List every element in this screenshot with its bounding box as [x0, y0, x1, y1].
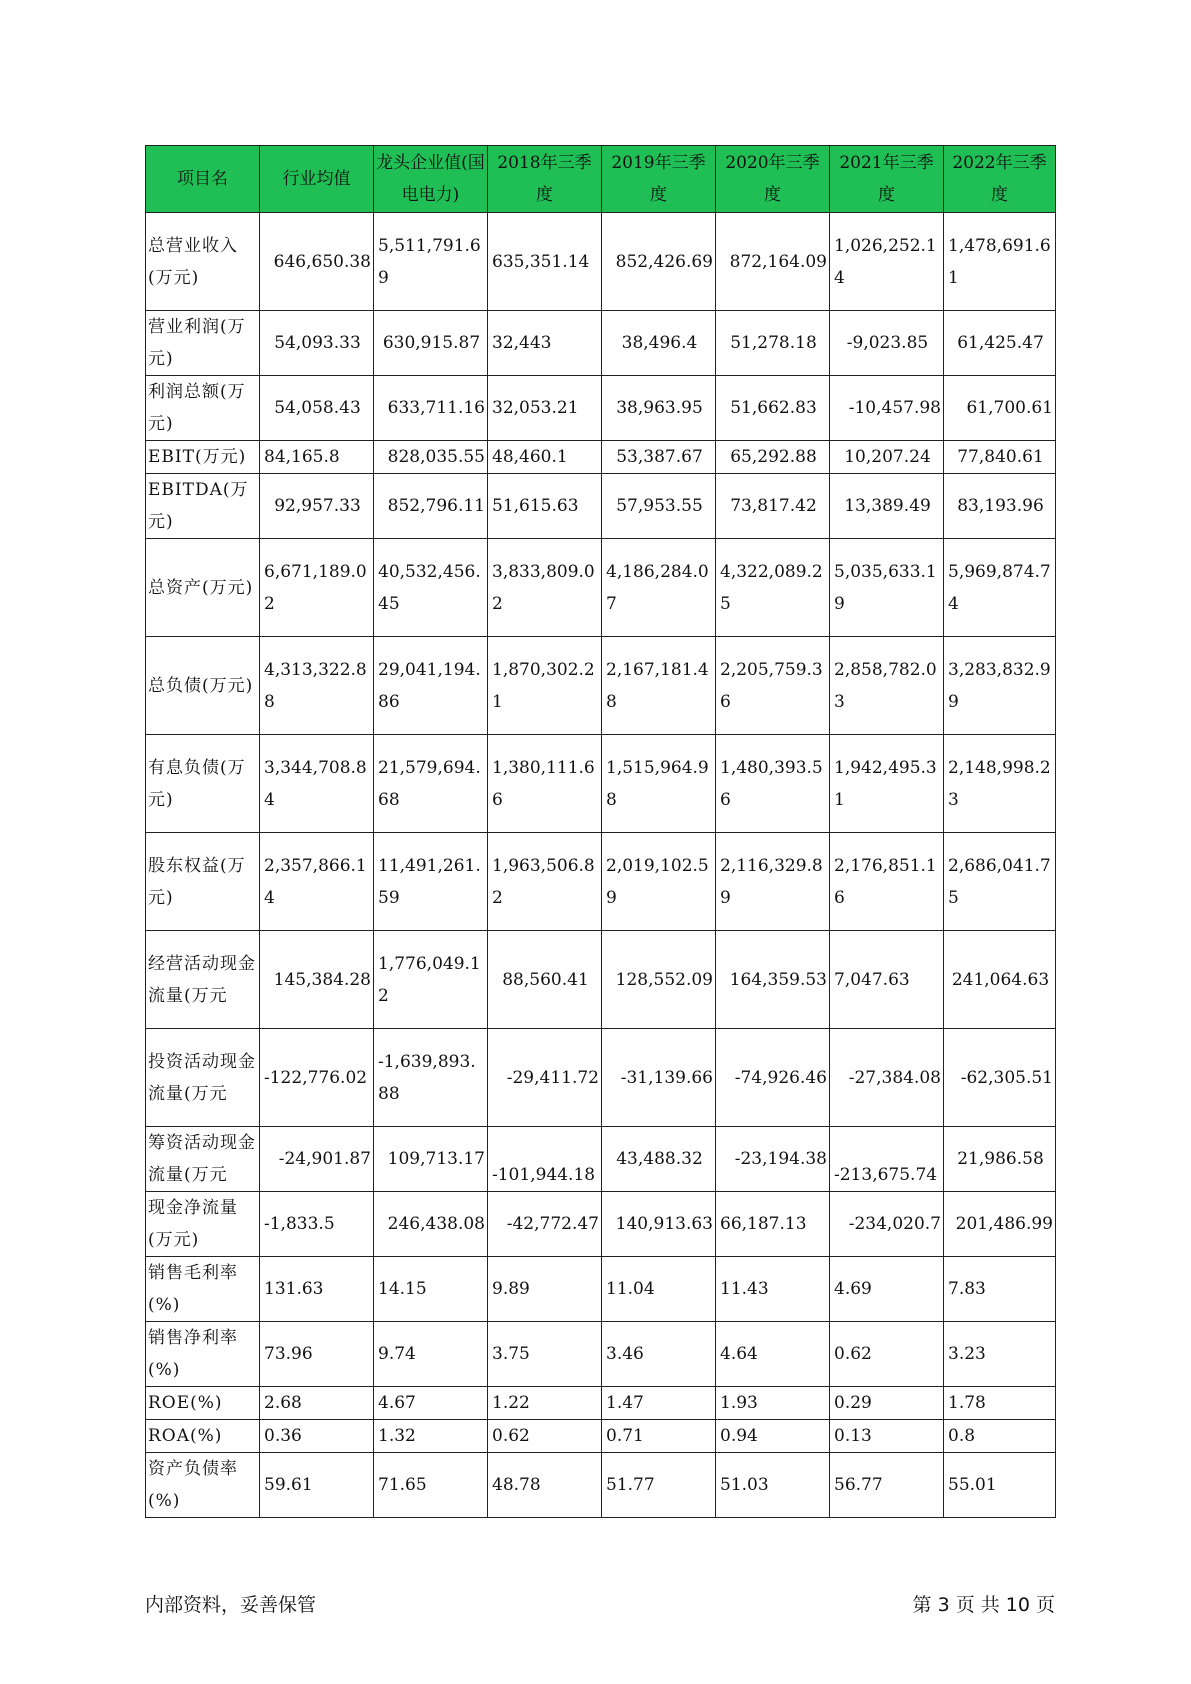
- table-cell: 66,187.13: [716, 1192, 830, 1257]
- table-cell: 633,711.16: [374, 376, 488, 441]
- table-cell: 7,047.63: [830, 931, 944, 1029]
- table-cell: 2,176,851.16: [830, 833, 944, 931]
- table-cell: -74,926.46: [716, 1029, 830, 1127]
- table-cell: 872,164.09: [716, 213, 830, 311]
- table-cell: 21,986.58: [944, 1127, 1056, 1192]
- table-cell: 51.77: [602, 1453, 716, 1518]
- table-cell: 2.68: [260, 1387, 374, 1420]
- row-label: 销售毛利率(%): [146, 1257, 260, 1322]
- table-row: [146, 1127, 1056, 1192]
- table-row: [146, 1192, 1056, 1257]
- table-cell: -23,194.38: [716, 1127, 830, 1192]
- table-cell: 77,840.61: [944, 441, 1056, 474]
- table-cell: 1.32: [374, 1420, 488, 1453]
- table-cell: 4.64: [716, 1322, 830, 1387]
- table-cell: 92,957.33: [260, 474, 374, 539]
- col-header-2020q3: 2020年三季度: [716, 146, 830, 213]
- table-cell: 71.65: [374, 1453, 488, 1518]
- table-cell: 61,425.47: [944, 311, 1056, 376]
- table-cell: 51,662.83: [716, 376, 830, 441]
- table-cell: 0.29: [830, 1387, 944, 1420]
- table-cell: 5,969,874.74: [944, 539, 1056, 637]
- table-row: [146, 1387, 1056, 1420]
- row-label: EBITDA(万元): [146, 474, 260, 539]
- table-cell: 21,579,694.68: [374, 735, 488, 833]
- table-row: [146, 474, 1056, 539]
- table-cell: -1,639,893.88: [374, 1029, 488, 1127]
- table-cell: 32,053.21: [488, 376, 602, 441]
- table-row: [146, 311, 1056, 376]
- row-label: 经营活动现金流量(万元: [146, 931, 260, 1029]
- financial-table: [145, 145, 1056, 1518]
- table-cell: -234,020.7: [830, 1192, 944, 1257]
- table-cell: 201,486.99: [944, 1192, 1056, 1257]
- table-cell: -122,776.02: [260, 1029, 374, 1127]
- table-cell: 140,913.63: [602, 1192, 716, 1257]
- table-cell: -27,384.08: [830, 1029, 944, 1127]
- table-cell: 5,511,791.69: [374, 213, 488, 311]
- table-cell: 1,480,393.56: [716, 735, 830, 833]
- table-cell: 145,384.28: [260, 931, 374, 1029]
- table-cell: 0.62: [488, 1420, 602, 1453]
- table-cell: 109,713.17: [374, 1127, 488, 1192]
- table-cell: 11,491,261.59: [374, 833, 488, 931]
- table-cell: 4,313,322.88: [260, 637, 374, 735]
- table-cell: 0.71: [602, 1420, 716, 1453]
- row-label: 总负债(万元): [146, 637, 260, 735]
- table-cell: 1,515,964.98: [602, 735, 716, 833]
- table-cell: 4,322,089.25: [716, 539, 830, 637]
- table-cell: 10,207.24: [830, 441, 944, 474]
- table-row: [146, 441, 1056, 474]
- table-cell: 635,351.14: [488, 213, 602, 311]
- row-label: 销售净利率(%): [146, 1322, 260, 1387]
- row-label: EBIT(万元): [146, 441, 260, 474]
- table-cell: 88,560.41: [488, 931, 602, 1029]
- table-cell: 57,953.55: [602, 474, 716, 539]
- table-cell: 5,035,633.19: [830, 539, 944, 637]
- row-label: 总资产(万元): [146, 539, 260, 637]
- table-cell: -31,139.66: [602, 1029, 716, 1127]
- table-cell: 84,165.8: [260, 441, 374, 474]
- table-cell: -101,944.18: [488, 1127, 602, 1192]
- col-header-industry-avg: 行业均值: [260, 146, 374, 213]
- table-cell: 2,205,759.36: [716, 637, 830, 735]
- table-cell: 0.62: [830, 1322, 944, 1387]
- table-cell: -24,901.87: [260, 1127, 374, 1192]
- table-cell: 0.94: [716, 1420, 830, 1453]
- row-label: ROA(%): [146, 1420, 260, 1453]
- row-label: 现金净流量(万元): [146, 1192, 260, 1257]
- table-row: [146, 1029, 1056, 1127]
- table-cell: 6,671,189.02: [260, 539, 374, 637]
- table-cell: 828,035.55: [374, 441, 488, 474]
- table-cell: 630,915.87: [374, 311, 488, 376]
- table-cell: 48.78: [488, 1453, 602, 1518]
- table-cell: 32,443: [488, 311, 602, 376]
- table-cell: 241,064.63: [944, 931, 1056, 1029]
- table-body: [146, 213, 1056, 1518]
- table-cell: -1,833.5: [260, 1192, 374, 1257]
- table-cell: 0.36: [260, 1420, 374, 1453]
- col-header-2018q3: 2018年三季度: [488, 146, 602, 213]
- table-row: [146, 1322, 1056, 1387]
- table-cell: 56.77: [830, 1453, 944, 1518]
- row-label: 营业利润(万元): [146, 311, 260, 376]
- table-cell: 131.63: [260, 1257, 374, 1322]
- table-cell: 1,942,495.31: [830, 735, 944, 833]
- table-row: [146, 1453, 1056, 1518]
- table-cell: 53,387.67: [602, 441, 716, 474]
- row-label: ROE(%): [146, 1387, 260, 1420]
- table-cell: 128,552.09: [602, 931, 716, 1029]
- row-label: 投资活动现金流量(万元: [146, 1029, 260, 1127]
- table-cell: 54,093.33: [260, 311, 374, 376]
- row-label: 利润总额(万元): [146, 376, 260, 441]
- table-cell: 48,460.1: [488, 441, 602, 474]
- table-row: [146, 1420, 1056, 1453]
- footer-page-number: 第 3 页 共 10 页: [912, 1594, 1055, 1616]
- table-cell: 3.75: [488, 1322, 602, 1387]
- table-row: [146, 213, 1056, 311]
- table-cell: 3,344,708.84: [260, 735, 374, 833]
- table-cell: 65,292.88: [716, 441, 830, 474]
- table-cell: 1,380,111.66: [488, 735, 602, 833]
- table-cell: 4,186,284.07: [602, 539, 716, 637]
- table-cell: 2,167,181.48: [602, 637, 716, 735]
- table-cell: 11.04: [602, 1257, 716, 1322]
- table-cell: 51,615.63: [488, 474, 602, 539]
- col-header-2021q3: 2021年三季度: [830, 146, 944, 213]
- table-cell: 40,532,456.45: [374, 539, 488, 637]
- table-cell: 164,359.53: [716, 931, 830, 1029]
- table-row: [146, 735, 1056, 833]
- table-cell: 1,870,302.21: [488, 637, 602, 735]
- table-cell: 1,026,252.14: [830, 213, 944, 311]
- col-header-2022q3: 2022年三季度: [944, 146, 1056, 213]
- table-cell: 1.78: [944, 1387, 1056, 1420]
- table-row: [146, 539, 1056, 637]
- table-header-row: [146, 146, 1056, 213]
- col-header-leader: 龙头企业值(国电电力): [374, 146, 488, 213]
- table-cell: 13,389.49: [830, 474, 944, 539]
- table-row: [146, 1257, 1056, 1322]
- table-cell: 3,833,809.02: [488, 539, 602, 637]
- table-cell: 852,426.69: [602, 213, 716, 311]
- table-cell: -9,023.85: [830, 311, 944, 376]
- table-cell: 1.47: [602, 1387, 716, 1420]
- table-cell: 29,041,194.86: [374, 637, 488, 735]
- table-cell: 2,148,998.23: [944, 735, 1056, 833]
- col-header-item: 项目名: [146, 146, 260, 213]
- table-cell: 3.46: [602, 1322, 716, 1387]
- table-row: [146, 833, 1056, 931]
- row-label: 资产负债率(%): [146, 1453, 260, 1518]
- table-cell: 9.74: [374, 1322, 488, 1387]
- table-cell: 14.15: [374, 1257, 488, 1322]
- table-cell: 9.89: [488, 1257, 602, 1322]
- table-cell: 2,686,041.75: [944, 833, 1056, 931]
- table-cell: 1,776,049.12: [374, 931, 488, 1029]
- table-cell: -62,305.51: [944, 1029, 1056, 1127]
- table-cell: 83,193.96: [944, 474, 1056, 539]
- col-header-2019q3: 2019年三季度: [602, 146, 716, 213]
- table-row: [146, 376, 1056, 441]
- table-row: [146, 637, 1056, 735]
- table-cell: 1,963,506.82: [488, 833, 602, 931]
- table-cell: 51,278.18: [716, 311, 830, 376]
- row-label: 筹资活动现金流量(万元: [146, 1127, 260, 1192]
- table-cell: 51.03: [716, 1453, 830, 1518]
- table-cell: 1.22: [488, 1387, 602, 1420]
- row-label: 有息负债(万元): [146, 735, 260, 833]
- table-row: [146, 931, 1056, 1029]
- table-cell: 3,283,832.99: [944, 637, 1056, 735]
- table-cell: 73,817.42: [716, 474, 830, 539]
- table-cell: 646,650.38: [260, 213, 374, 311]
- table-cell: 0.13: [830, 1420, 944, 1453]
- table-cell: 4.69: [830, 1257, 944, 1322]
- table-cell: 2,357,866.14: [260, 833, 374, 931]
- table-cell: 1.93: [716, 1387, 830, 1420]
- table-cell: 38,496.4: [602, 311, 716, 376]
- table-cell: 11.43: [716, 1257, 830, 1322]
- table-cell: 59.61: [260, 1453, 374, 1518]
- table-cell: 852,796.11: [374, 474, 488, 539]
- table-cell: 0.8: [944, 1420, 1056, 1453]
- row-label: 总营业收入(万元): [146, 213, 260, 311]
- table-cell: 2,116,329.89: [716, 833, 830, 931]
- table-cell: -213,675.74: [830, 1127, 944, 1192]
- table-cell: 2,019,102.59: [602, 833, 716, 931]
- table-cell: -42,772.47: [488, 1192, 602, 1257]
- table-cell: 2,858,782.03: [830, 637, 944, 735]
- table-cell: 43,488.32: [602, 1127, 716, 1192]
- table-cell: 54,058.43: [260, 376, 374, 441]
- footer-confidential-note: 内部资料，妥善保管: [145, 1594, 317, 1616]
- table-cell: 55.01: [944, 1453, 1056, 1518]
- table-cell: 61,700.61: [944, 376, 1056, 441]
- row-label: 股东权益(万元): [146, 833, 260, 931]
- table-cell: 4.67: [374, 1387, 488, 1420]
- table-cell: 1,478,691.61: [944, 213, 1056, 311]
- table-cell: 7.83: [944, 1257, 1056, 1322]
- table-cell: -10,457.98: [830, 376, 944, 441]
- table-cell: 73.96: [260, 1322, 374, 1387]
- table-cell: 38,963.95: [602, 376, 716, 441]
- table-cell: 3.23: [944, 1322, 1056, 1387]
- table-cell: 246,438.08: [374, 1192, 488, 1257]
- table-cell: -29,411.72: [488, 1029, 602, 1127]
